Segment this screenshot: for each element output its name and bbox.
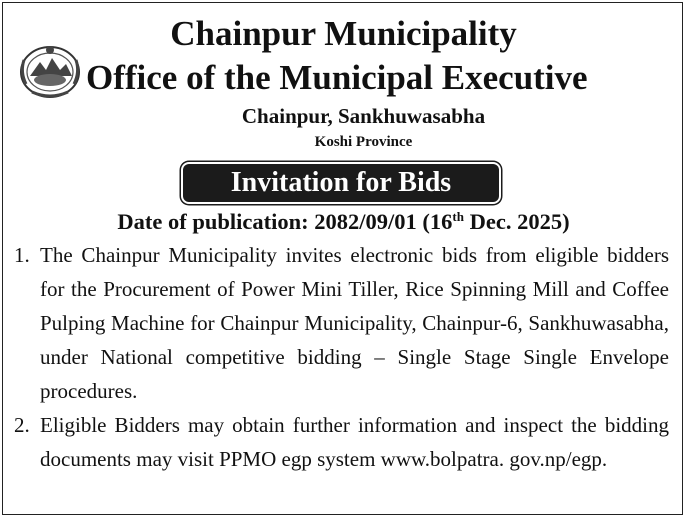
invitation-banner: Invitation for Bids [183, 164, 499, 202]
date-suffix: Dec. 2025) [463, 209, 570, 234]
date-prefix: Date of publication: 2082/09/01 (16 [117, 209, 453, 234]
address-line: Chainpur, Sankhuwasabha [241, 104, 486, 128]
municipality-title: Chainpur Municipality [170, 14, 517, 53]
item-number: 2. [14, 413, 30, 437]
date-superscript: th [452, 209, 464, 224]
office-title: Office of the Municipal Executive [86, 58, 588, 97]
item-number: 1. [14, 243, 30, 267]
list-item [14, 408, 669, 476]
item-text: Eligible Bidders may obtain further information and inspect the bidding documents may visit PPMO egp system www.bolpatra. gov.np/egp. [40, 413, 669, 471]
province-line: Koshi Province [314, 134, 413, 150]
publication-date [0, 208, 687, 236]
list-item [14, 238, 669, 408]
item-text: The Chainpur Municipality invites electronic bids from eligible bidders for the Procurement of Power Mini Tiller, Rice Spinning Mill and Coffee Pulping Machine for Chainpur Municipality, Chainpur-6, Sankhuwasabha, under National competitive bidding – Single Stage Single Envelope procedures. [40, 243, 669, 403]
